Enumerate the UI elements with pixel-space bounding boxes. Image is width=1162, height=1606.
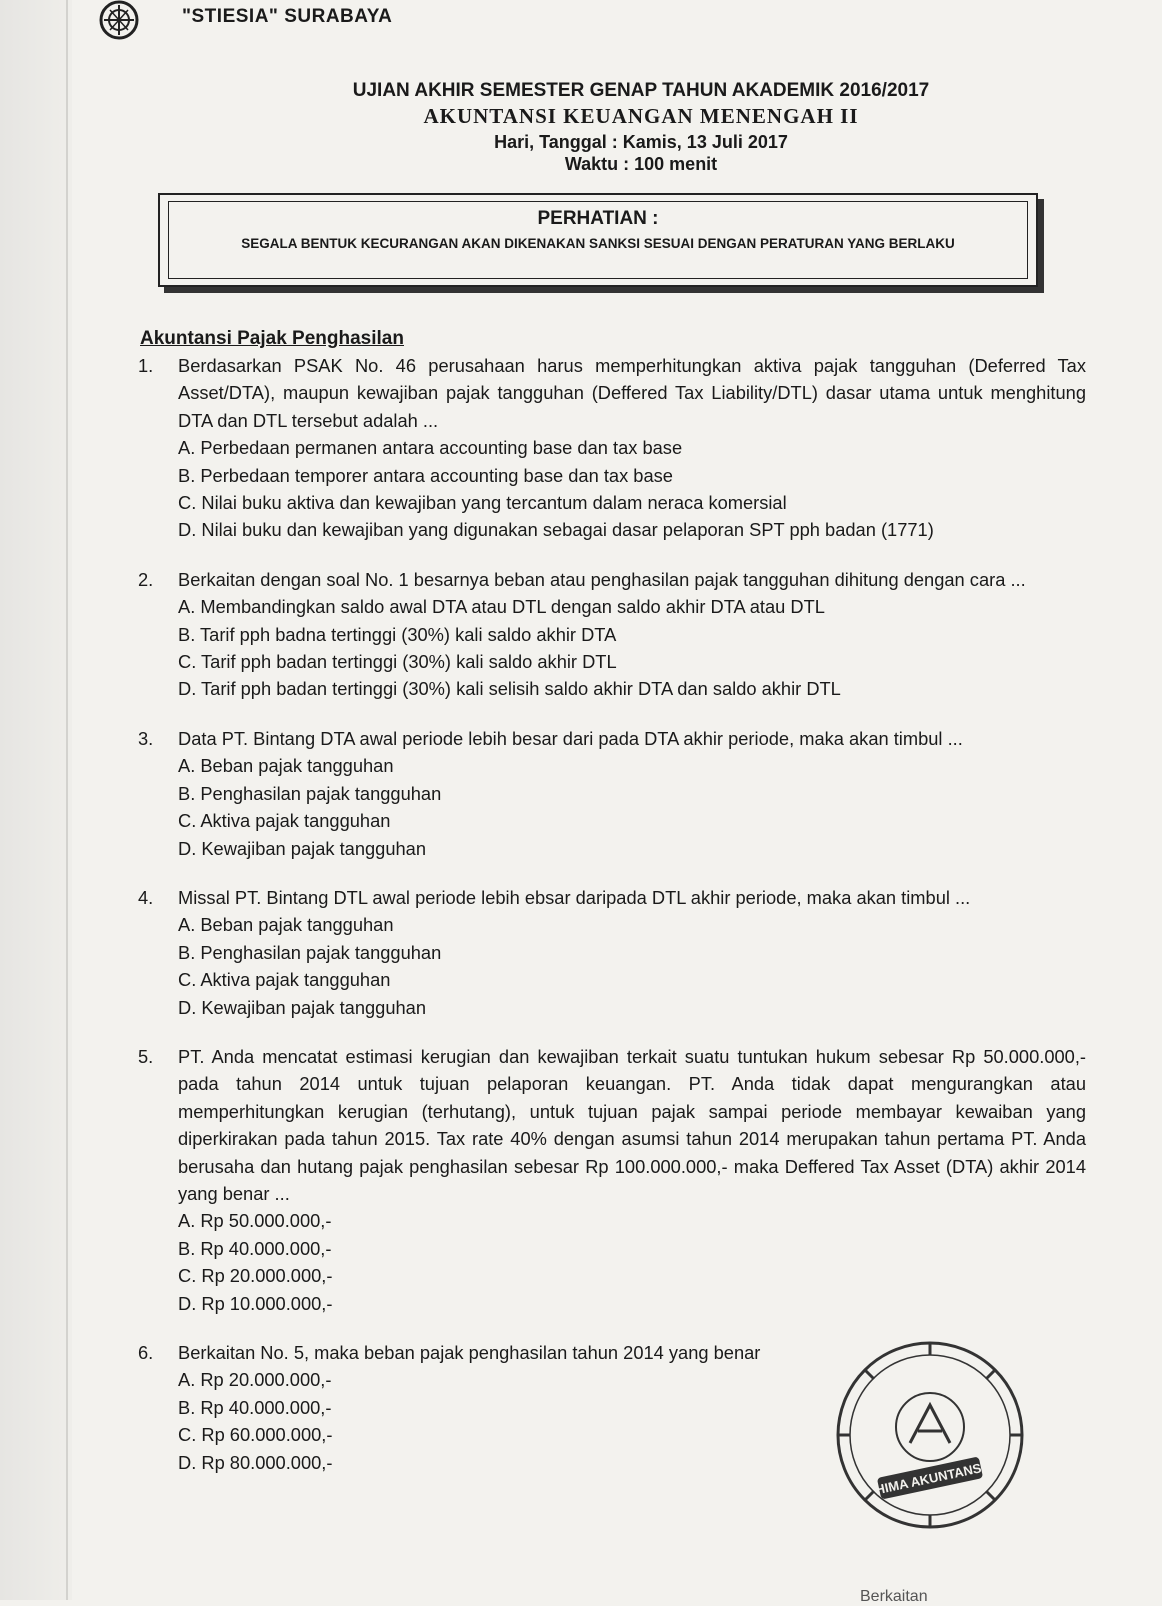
option-c: C. Tarif pph badan tertinggi (30%) kali saldo akhir DTL — [178, 651, 617, 673]
question-number: 5. — [138, 1045, 154, 1067]
question-4 — [138, 884, 1086, 1021]
option-b: B. Perbedaan temporer antara accounting base dan tax base — [178, 464, 673, 486]
option-d: D. Nilai buku dan kewajiban yang digunakan sebagai dasar pelaporan SPT pph badan (1771) — [178, 519, 934, 541]
option-b: B. Rp 40.000.000,- — [178, 1237, 332, 1259]
exam-date: Hari, Tanggal : Kamis, 13 Juli 2017 — [494, 132, 788, 152]
school-name: "STIESIA" SURABAYA — [182, 6, 393, 27]
option-a: A. Beban pajak tangguhan — [178, 755, 394, 777]
question-text: PT. Anda mencatat estimasi kerugian dan kewajiban terkait suatu tuntukan hukum sebesar Rp 50.000.000,- pada tahun 2014 untuk tujuan pelaporan keuangan. PT. Anda tidak dapat mengurangkan atau memperhitungkan kerugian (terhutang), untuk tujuan pajak sampai periode membayar kewaiban yang diperkirakan pada tahun 2015. Tax rate 40% dengan asumsi tahun 2014 merupakan tahun pertama PT. Anda berusaha dan hutang pajak penghasilan sebesar Rp 100.000.000,- maka Deffered Tax Asset (DTA) akhir 2014 yang benar ... — [178, 1045, 1086, 1204]
notice-box — [158, 193, 1038, 287]
question-2 — [138, 566, 1086, 703]
option-b: B. Tarif pph badna tertinggi (30%) kali saldo akhir DTA — [178, 623, 617, 645]
question-number: 2. — [138, 568, 154, 590]
option-b: B. Rp 40.000.000,- — [178, 1396, 332, 1418]
hima-akuntansi-seal-icon — [830, 1335, 1030, 1535]
option-b: B. Penghasilan pajak tangguhan — [178, 782, 442, 804]
sheet-divider — [66, 0, 68, 1600]
question-number: 1. — [138, 355, 154, 376]
option-c: C. Rp 60.000.000,- — [178, 1424, 333, 1446]
option-a: A. Beban pajak tangguhan — [178, 914, 394, 936]
question-3 — [138, 725, 1086, 862]
option-a: A. Rp 20.000.000,- — [178, 1369, 332, 1391]
next-page-word: Berkaitan — [860, 1588, 928, 1605]
option-b: B. Penghasilan pajak tangguhan — [178, 941, 442, 963]
notice-body: SEGALA BENTUK KECURANGAN AKAN DIKENAKAN SANKSI SESUAI DENGAN PERATURAN YANG BERLAKU — [241, 236, 955, 251]
exam-duration: Waktu : 100 menit — [564, 154, 718, 174]
option-a: A. Rp 50.000.000,- — [178, 1210, 332, 1232]
option-c: C. Rp 20.000.000,- — [178, 1265, 333, 1287]
option-d: D. Rp 10.000.000,- — [178, 1292, 333, 1314]
section-title: Akuntansi Pajak Penghasilan — [140, 328, 404, 349]
question-5 — [138, 1043, 1086, 1317]
option-d: D. Rp 80.000.000,- — [178, 1451, 333, 1473]
exam-title: UJIAN AKHIR SEMESTER GENAP TAHUN AKADEMIK 2016/2017 — [352, 80, 930, 101]
stiesia-logo-icon — [90, 0, 148, 42]
option-a: A. Perbedaan permanen antara accounting base dan tax base — [178, 437, 683, 459]
notice-title: PERHATIAN : — [537, 208, 659, 229]
question-text: Missal PT. Bintang DTL awal periode lebih ebsar daripada DTL akhir periode, maka akan timbul ... — [178, 886, 971, 908]
question-text: Berkaitan dengan soal No. 1 besarnya beban atau penghasilan pajak tangguhan dihitung dengan cara ... — [178, 568, 1026, 590]
question-1 — [138, 352, 1086, 544]
option-c: C. Nilai buku aktiva dan kewajiban yang tercantum dalam neraca komersial — [178, 492, 787, 514]
option-c: C. Aktiva pajak tangguhan — [178, 810, 391, 832]
question-number: 3. — [138, 727, 154, 749]
course-title: AKUNTANSI KEUANGAN MENENGAH II — [423, 104, 859, 128]
option-d: D. Kewajiban pajak tangguhan — [178, 837, 426, 859]
notice-inner-frame — [168, 201, 1028, 279]
option-c: C. Aktiva pajak tangguhan — [178, 969, 391, 991]
question-text: Data PT. Bintang DTA awal periode lebih besar dari pada DTA akhir periode, maka akan timbul ... — [178, 727, 963, 749]
question-text: Berdasarkan PSAK No. 46 perusahaan harus memperhitungkan aktiva pajak tangguhan (Deferred Tax Asset/DTA), maupun kewajiban pajak tangguhan (Deffered Tax Liability/DTL) dasar utama untuk menghitung DTA dan DTL tersebut adalah ... — [178, 355, 1086, 431]
seal-text: HIMA AKUNTANSI — [874, 1459, 987, 1498]
paper-edge — [0, 0, 72, 1600]
question-number: 4. — [138, 886, 154, 908]
question-text: Berkaitan No. 5, maka beban pajak penghasilan tahun 2014 yang benar — [178, 1342, 761, 1363]
option-d: D. Kewajiban pajak tangguhan — [178, 996, 426, 1018]
option-d: D. Tarif pph badan tertinggi (30%) kali selisih saldo akhir DTA dan saldo akhir DTL — [178, 678, 841, 700]
question-list — [138, 352, 1086, 1498]
option-a: A. Membandingkan saldo awal DTA atau DTL dengan saldo akhir DTA atau DTL — [178, 596, 825, 618]
question-number: 6. — [138, 1342, 154, 1363]
